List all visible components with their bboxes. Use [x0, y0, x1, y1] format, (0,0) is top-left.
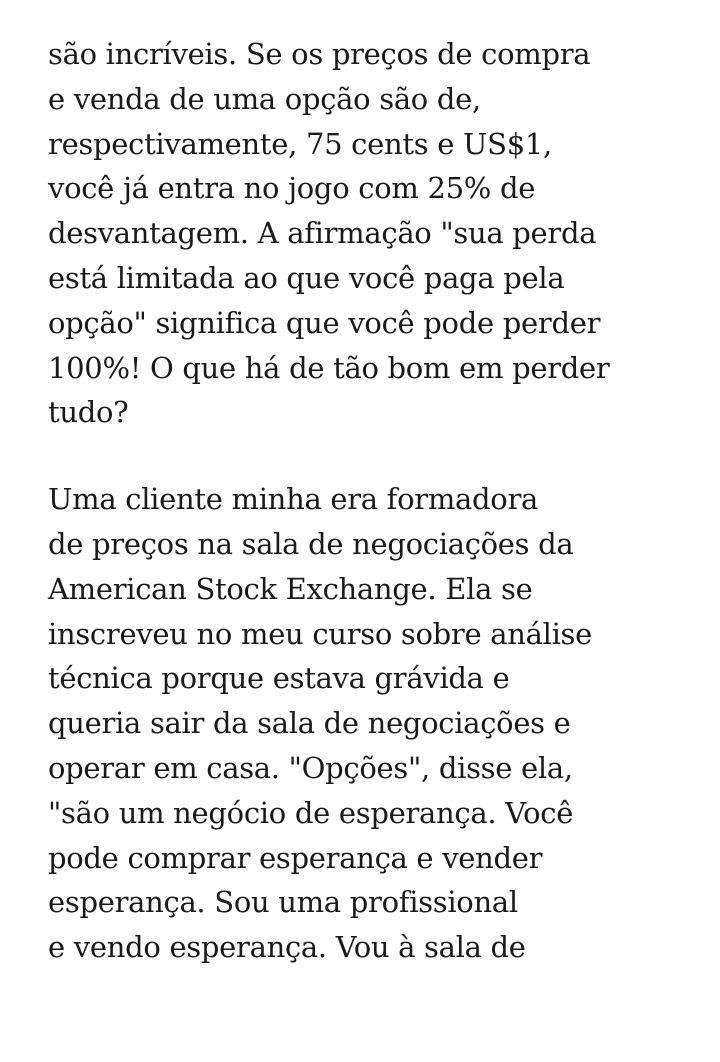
- paragraph: [48, 477, 688, 970]
- text-line: pode comprar esperança e vender: [48, 840, 543, 875]
- text-line: respectivamente, 75 cents e US$1,: [48, 126, 552, 161]
- text-line: Uma cliente minha era formadora: [48, 482, 539, 517]
- text-line: você já entra no jogo com 25% de: [48, 171, 536, 206]
- text-line: e venda de uma opção são de,: [48, 81, 481, 116]
- paragraph: [48, 32, 688, 435]
- reading-text-area[interactable]: [48, 32, 688, 965]
- text-line: inscreveu no meu curso sobre análise: [48, 616, 592, 651]
- paragraph-gap: [48, 435, 688, 477]
- text-line: 100%! O que há de tão bom em perder: [48, 350, 610, 385]
- text-line: operar em casa. "Opções", disse ela,: [48, 750, 573, 785]
- text-line: desvantagem. A afirmação "sua perda: [48, 216, 597, 251]
- text-line: "são um negócio de esperança. Você: [48, 795, 574, 830]
- text-line: está limitada ao que você paga pela: [48, 260, 565, 295]
- text-line: técnica porque estava grávida e: [48, 661, 510, 696]
- text-line: American Stock Exchange. Ela se: [48, 571, 533, 606]
- text-line: de preços na sala de negociações da: [48, 526, 574, 561]
- text-line: esperança. Sou uma profissional: [48, 885, 518, 920]
- text-line: tudo?: [48, 395, 129, 430]
- text-line: queria sair da sala de negociações e: [48, 706, 571, 741]
- text-line: opção" significa que você pode perder: [48, 305, 601, 340]
- text-line: e vendo esperança. Vou à sala de: [48, 930, 526, 965]
- text-line: são incríveis. Se os preços de compra: [48, 37, 591, 71]
